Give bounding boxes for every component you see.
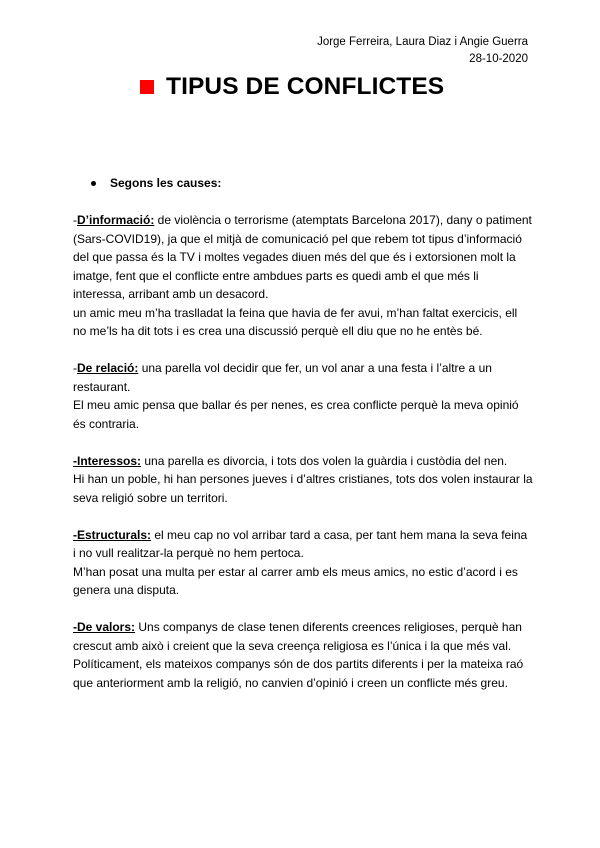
section-paragraph <box>73 618 533 655</box>
section-label: D’informació: <box>77 213 155 227</box>
section-paragraph: un amic meu m’ha traslladat la feina que havia de fer avui, m’han faltat exercicis, ell no me’ls ha dit tots i es crea una discussió perquè ell diu que no he entès bé. <box>73 305 518 338</box>
section-label: -Interessos: <box>73 453 142 468</box>
section-label: -De valors: <box>73 620 136 634</box>
section-text: Uns companys de clase tenen diferents creences religioses, perquè han crescut amb això i creient que la seva creença religiosa es l’única i la que més val. <box>73 620 522 653</box>
section-prefix: - <box>73 361 77 375</box>
title-block <box>140 73 444 101</box>
section-paragraph <box>73 359 533 396</box>
red-square-icon <box>140 80 154 94</box>
section-prefix: - <box>73 213 77 227</box>
bullet-dot-icon <box>91 181 96 186</box>
section-label: De relació: <box>77 361 139 375</box>
date-line: 28-10-2020 <box>469 53 528 65</box>
section-paragraph: Hi han un poble, hi han persones jueves i d’altres cristianes, tots dos volen instaurar la seva religió sobre un territori. <box>73 472 533 505</box>
section-estructurals <box>73 526 533 600</box>
section-valors <box>73 618 533 692</box>
section-relacio <box>73 359 533 433</box>
section-paragraph: Políticament, els mateixos companys són de dos partits diferents i per la mateixa raó que anteriorment amb la religió, no canvien d’opinió i creen un conflicte més greu. <box>73 657 524 690</box>
page-title: TIPUS DE CONFLICTES <box>166 73 445 100</box>
bullet-item <box>91 174 533 193</box>
document-body <box>73 174 533 692</box>
section-text: el meu cap no vol arribar tard a casa, per tant hem mana la seva feina i no vull realitzar-la perquè no hem pertoca. <box>73 527 528 560</box>
section-text: de violència o terrorisme (atemptats Barcelona 2017), dany o patiment (Sars-COVID19), ja que el mitjà de comunicació pel que rebem tot tipus d’informació del que passa és la TV i moltes vegades diuen més del que és i extorsionen molt la imatge, fent que el conflicte entre ambdues parts es quedi amb el que més li interessa, arribant amb un desacord. <box>73 213 532 301</box>
section-paragraph <box>73 452 533 471</box>
section-text: una parella vol decidir que fer, un vol anar a una festa i l’altre a un restaurant. <box>73 361 492 394</box>
section-paragraph: El meu amic pensa que ballar és per nenes, es crea conflicte perquè la meva opinió és contraria. <box>73 398 519 431</box>
section-label: -Estructurals: <box>73 527 152 542</box>
section-text: una parella es divorcia, i tots dos volen la guàrdia i custòdia del nen. <box>141 453 508 468</box>
section-interessos <box>73 452 533 508</box>
authors-line: Jorge Ferreira, Laura Diaz i Angie Guerra <box>317 36 528 48</box>
section-informacio <box>73 211 533 341</box>
header-block <box>317 34 528 68</box>
section-paragraph <box>73 526 533 563</box>
section-paragraph <box>73 211 533 304</box>
bullet-text: Segons les causes: <box>110 176 222 190</box>
section-paragraph: M’han posat una multa per estar al carrer amb els meus amics, no estic d’acord i es genera una disputa. <box>73 564 518 597</box>
